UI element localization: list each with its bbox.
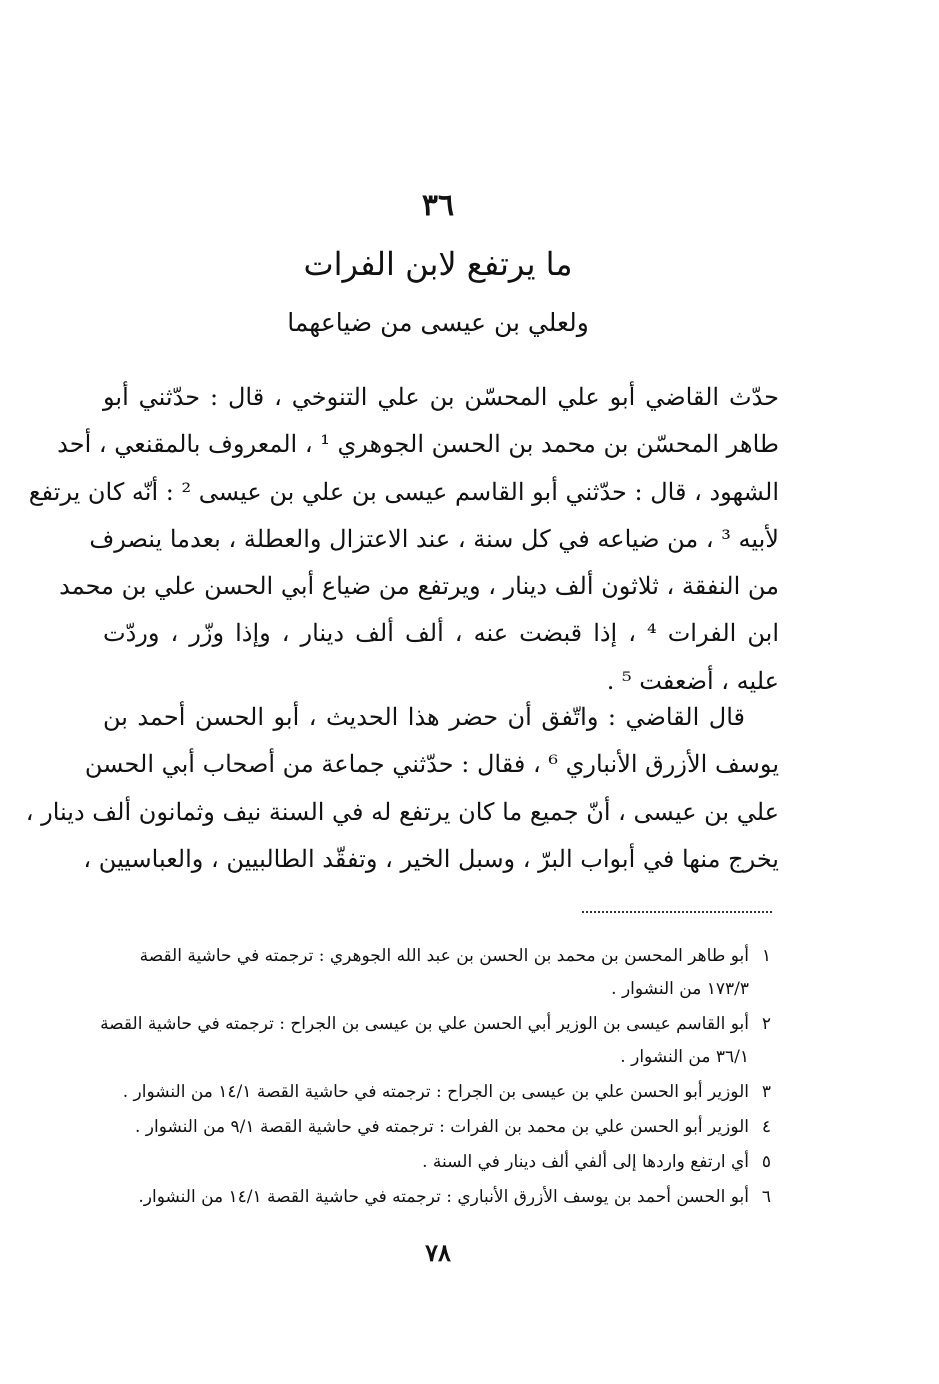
footnote (99, 1076, 771, 1109)
footnote-number: ٢ (761, 1014, 771, 1034)
footnotes (99, 940, 771, 1216)
footnote-number: ٥ (761, 1152, 771, 1172)
footnote (99, 1146, 771, 1179)
chapter-title: ما يرتفع لابن الفرات (303, 245, 573, 283)
text-line: حدّث القاضي أبو علي المحسّن بن علي التنوخي ، قال : حدّثني أبو (103, 383, 779, 411)
footnote (99, 1008, 771, 1074)
text-line: طاهر المحسّن بن محمد بن الحسن الجوهري ¹ ، المعروف بالمقنعي ، أحد (57, 430, 779, 459)
text-line: ابن الفرات ⁴ ، إذا قبضت عنه ، ألف ألف دينار ، وإذا وزّر ، وردّت (103, 619, 779, 648)
text-line: من النفقة ، ثلاثون ألف دينار ، ويرتفع من ضياع أبي الحسن علي بن محمد (59, 572, 779, 601)
footnote-text: أبو القاسم عيسى بن الوزير أبي الحسن علي بن عيسى بن الجراح : ترجمته في حاشية القصة ٣٦/١ من النشوار . (100, 1014, 749, 1067)
footnote-number: ٤ (761, 1117, 771, 1137)
chapter-number: ٣٦ (421, 188, 455, 223)
text-line: علي بن عيسى ، أنّ جميع ما كان يرتفع له في السنة نيف وثمانون ألف دينار ، (25, 797, 779, 826)
footnote-separator (582, 911, 772, 913)
text-line: يوسف الأزرق الأنباري ⁶ ، فقال : حدّثني جماعة من أصحاب أبي الحسن (84, 750, 779, 779)
footnote-text: أبو الحسن أحمد بن يوسف الأزرق الأنباري : ترجمته في حاشية القصة ١٤/١ من النشوار. (138, 1187, 749, 1207)
footnote-text: الوزير أبو الحسن علي بن محمد بن الفرات : ترجمته في حاشية القصة ٩/١ من النشوار . (134, 1117, 749, 1137)
footnote (99, 1181, 771, 1214)
footnote-number: ٣ (761, 1082, 771, 1102)
footnote (99, 1111, 771, 1144)
footnote-text: أي ارتفع واردها إلى ألفي ألف دينار في السنة . (422, 1152, 749, 1172)
text-line: عليه ، أضعفت ⁵ . (606, 666, 779, 695)
page-number: ٧٨ (425, 1238, 451, 1267)
footnote-text: الوزير أبو الحسن علي بن عيسى بن الجراح : ترجمته في حاشية القصة ١٤/١ من النشوار . (122, 1082, 749, 1102)
footnote-text: أبو طاهر المحسن بن محمد بن الحسن بن عبد الله الجوهري : ترجمته في حاشية القصة ١٧٣/٣ من النشوار . (139, 946, 749, 999)
text-line: لأبيه ³ ، من ضياعه في كل سنة ، عند الاعتزال والعطلة ، بعدما ينصرف (89, 524, 779, 553)
text-line: الشهود ، قال : حدّثني أبو القاسم عيسى بن علي بن عيسى ² : أنّه كان يرتفع (28, 477, 779, 506)
text-line: يخرج منها في أبواب البرّ ، وسبل الخير ، وتفقّد الطالبيين ، والعباسيين ، (83, 844, 779, 873)
paragraph-1 (28, 374, 779, 705)
footnote-number: ١ (761, 946, 771, 966)
footnote (99, 940, 771, 1006)
paragraph-2 (25, 694, 779, 883)
chapter-subtitle: ولعلي بن عيسى من ضياعهما (287, 308, 589, 337)
footnote-number: ٦ (761, 1187, 771, 1207)
text-line: قال القاضي : واتّفق أن حضر هذا الحديث ، أبو الحسن أحمد بن (103, 703, 745, 731)
